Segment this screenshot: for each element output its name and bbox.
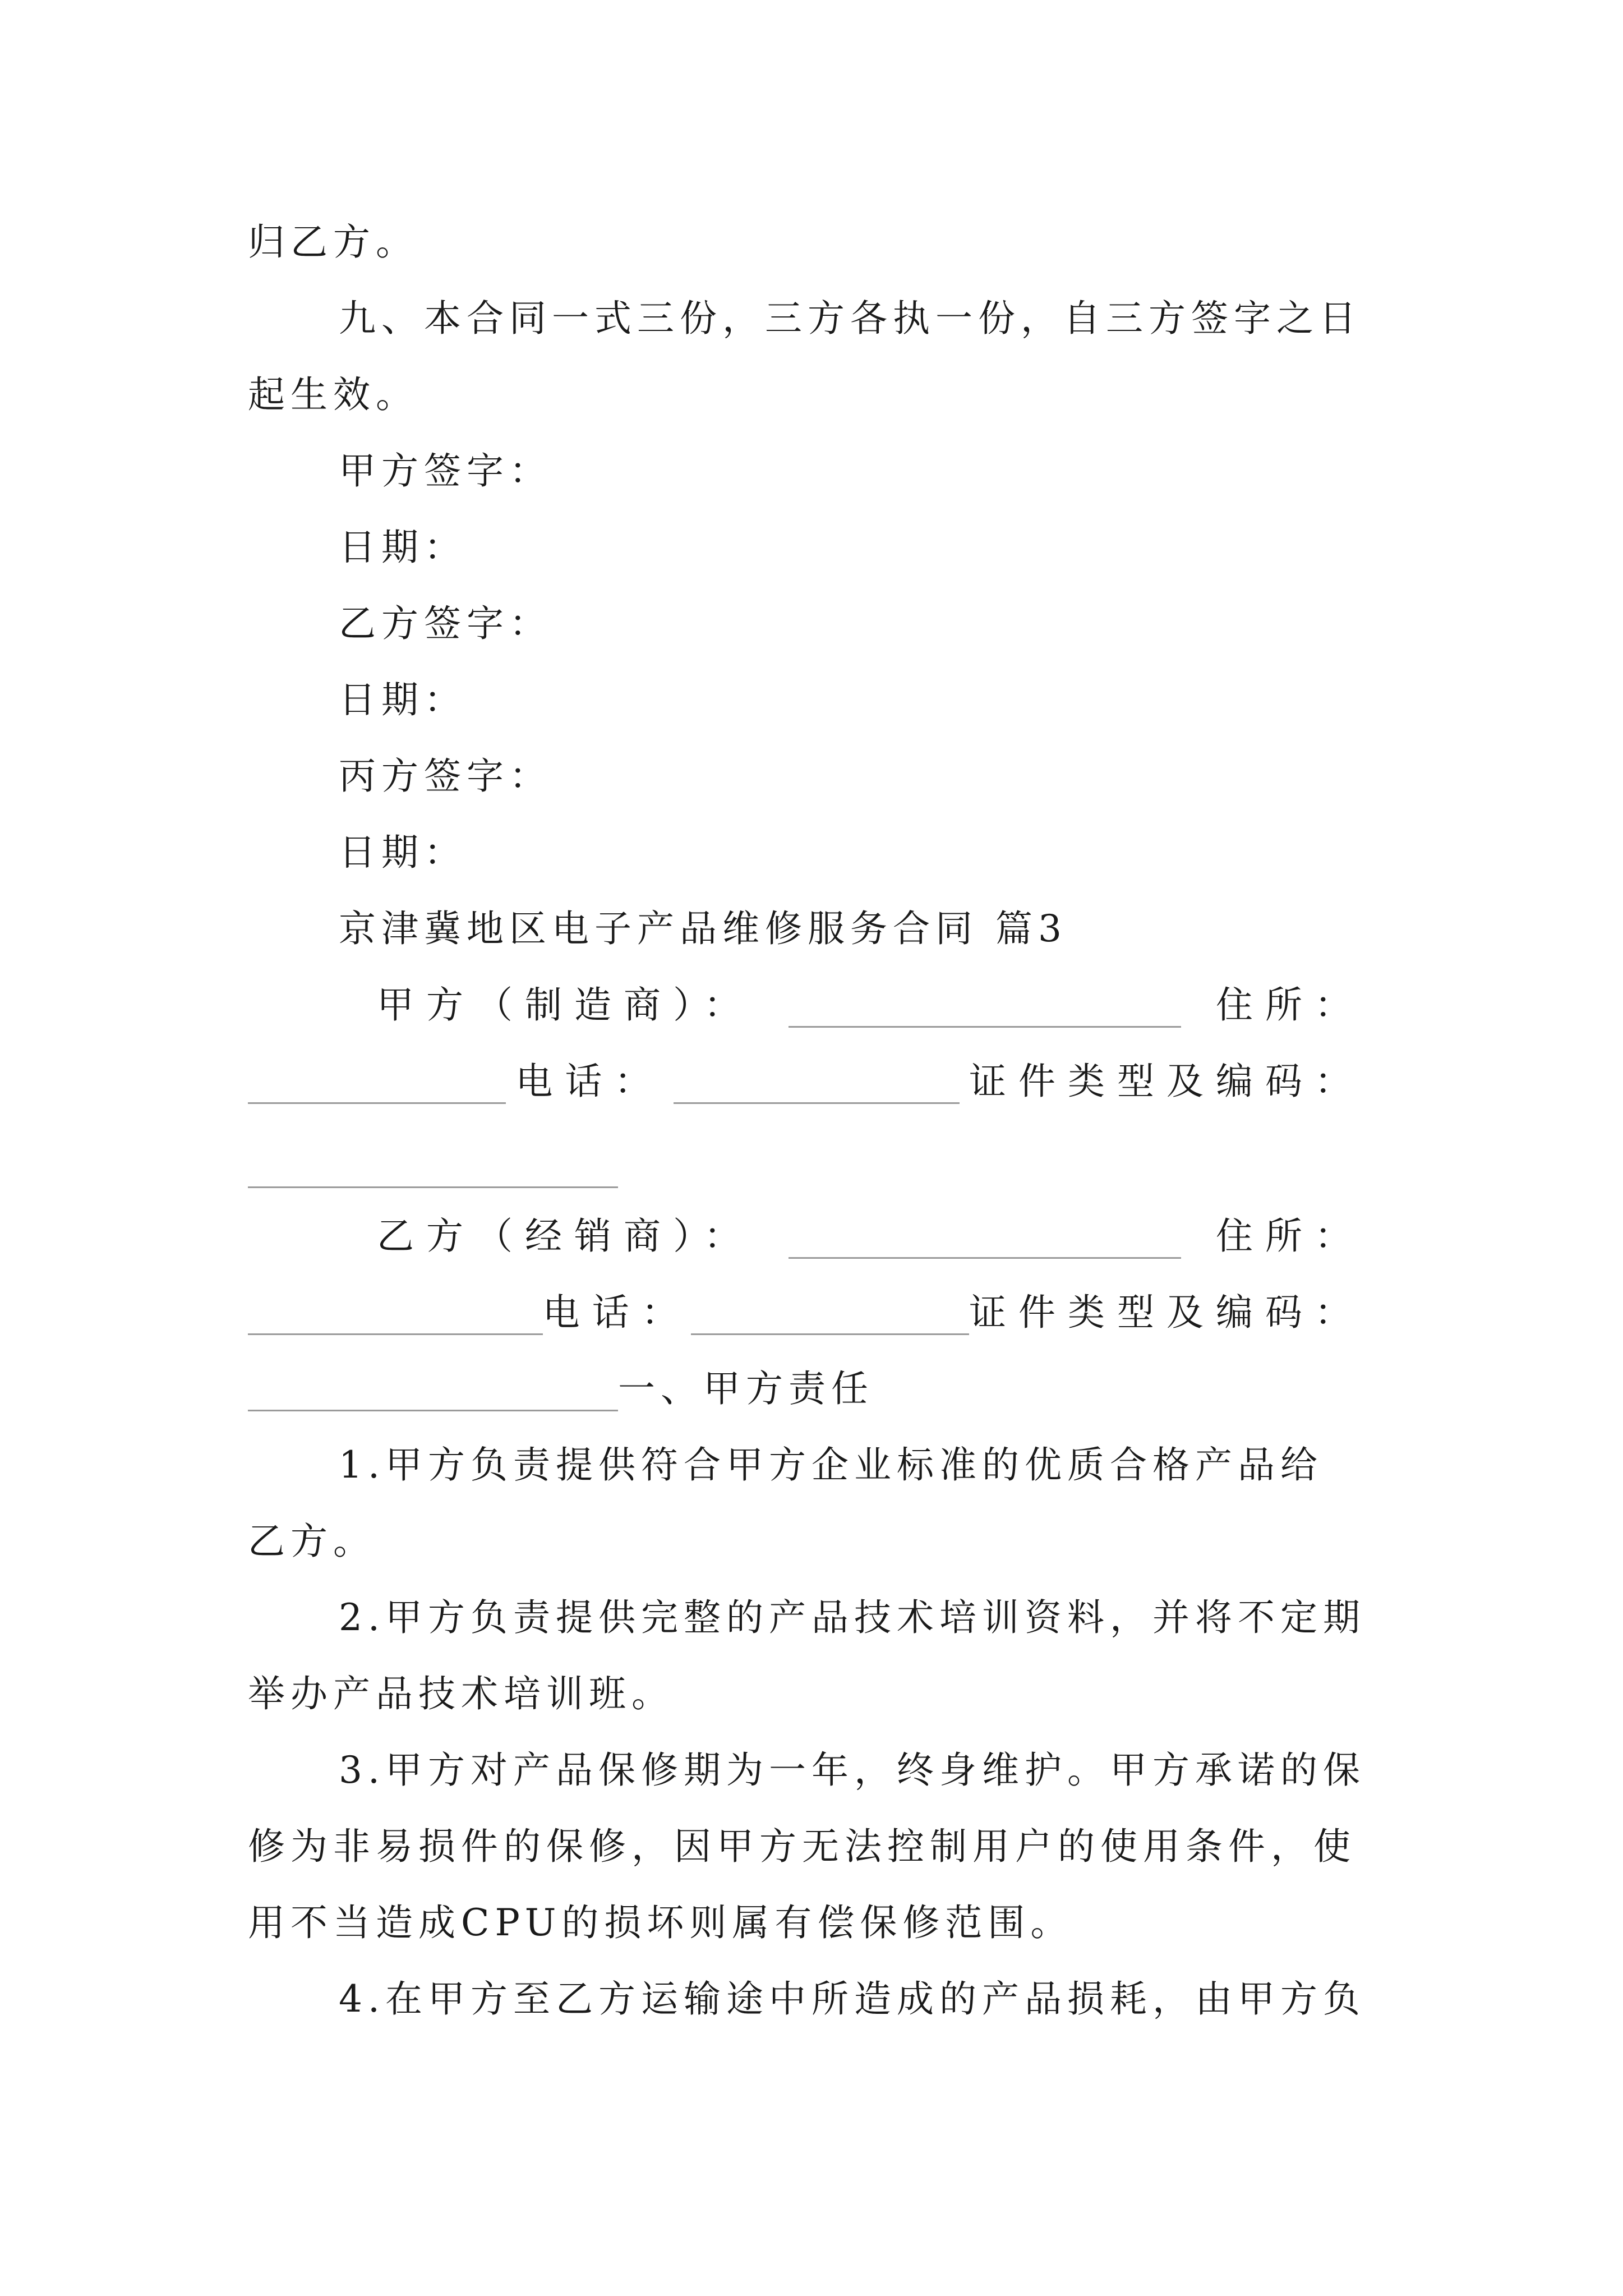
party-b-address-blank xyxy=(248,1300,543,1335)
party-a-id-label: 证件类型及编码： xyxy=(969,1060,1364,1103)
party-a-signature-label: 甲方签字： xyxy=(339,449,552,493)
clause-nine-line-2: 起生效。 xyxy=(248,373,418,416)
party-a-row-2 xyxy=(248,1059,1364,1104)
party-a-phone-label: 电话： xyxy=(515,1060,664,1103)
clause-3-line-1: 3.甲方对产品保修期为一年，终身维护。甲方承诺的保 xyxy=(339,1749,1366,1792)
clause-1-line-1: 1.甲方负责提供符合甲方企业标准的优质合格产品给 xyxy=(339,1443,1323,1487)
party-c-signature-label: 丙方签字： xyxy=(339,754,552,798)
clause-1-line-2: 乙方。 xyxy=(248,1520,376,1563)
party-a-id-blank xyxy=(248,1185,618,1188)
party-a-name-blank xyxy=(789,992,1181,1028)
party-a-date-label: 日期： xyxy=(339,526,467,569)
party-a-address-blank xyxy=(248,1069,506,1104)
party-a-address-label: 住所： xyxy=(1216,983,1364,1027)
clause-2-line-1: 2.甲方负责提供完整的产品技术培训资料，并将不定期 xyxy=(339,1596,1366,1639)
text-line: 归乙方。 xyxy=(248,220,418,264)
party-b-date-label: 日期： xyxy=(339,678,467,721)
party-b-phone-blank xyxy=(691,1300,969,1335)
responsibility-heading: 一、甲方责任 xyxy=(618,1367,874,1410)
party-b-phone-label: 电话： xyxy=(542,1291,691,1334)
clause-3-line-3: 用不当造成CPU的损坏则属有偿保修范围。 xyxy=(248,1901,1073,1944)
clause-3-line-2: 修为非易损件的保修，因甲方无法控制用户的使用条件，使 xyxy=(248,1825,1356,1868)
party-b-row-1 xyxy=(377,1214,1364,1259)
party-b-id-blank xyxy=(248,1376,618,1411)
party-b-row-2 xyxy=(248,1290,1364,1335)
party-c-date-label: 日期： xyxy=(339,831,467,874)
party-b-row-3 xyxy=(248,1366,1392,1411)
clause-4-line-1: 4.在甲方至乙方运输途中所造成的产品损耗，由甲方负 xyxy=(339,1977,1366,2021)
clause-2-line-2: 举办产品技术培训班。 xyxy=(248,1672,674,1715)
party-b-label: 乙方（经销商）： xyxy=(377,1214,753,1258)
party-a-row-1 xyxy=(377,983,1364,1028)
party-a-phone-blank xyxy=(674,1069,960,1104)
party-b-signature-label: 乙方签字： xyxy=(339,602,552,645)
section-heading: 京津冀地区电子产品维修服务合同 篇3 xyxy=(339,907,1067,950)
party-b-name-blank xyxy=(789,1223,1181,1259)
party-b-id-label: 证件类型及编码： xyxy=(969,1291,1364,1334)
party-a-label: 甲方（制造商）： xyxy=(377,983,753,1027)
party-b-address-label: 住所： xyxy=(1216,1214,1364,1258)
clause-nine-line-1: 九、本合同一式三份，三方各执一份，自三方签字之日 xyxy=(339,297,1362,340)
